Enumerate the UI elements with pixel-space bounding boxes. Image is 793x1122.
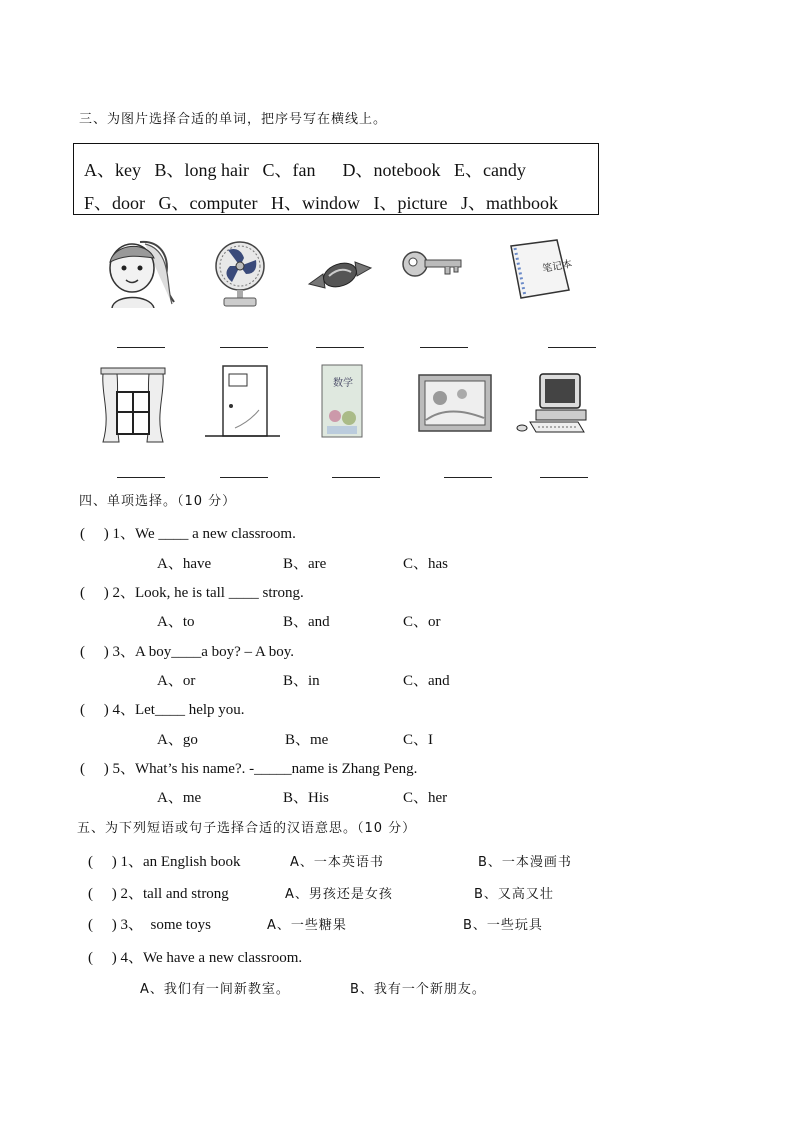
translation-1-option-b[interactable]: B、一本漫画书: [478, 855, 572, 870]
answer-blank-4[interactable]: [420, 347, 468, 348]
question-1-stem: ( ) 1、We ____ a new classroom.: [80, 526, 296, 542]
fan-icon: [210, 240, 270, 308]
girl-long-hair-icon: [100, 236, 175, 308]
question-4-option-b[interactable]: B、me: [285, 732, 329, 748]
computer-icon: [512, 372, 588, 436]
question-3-option-b[interactable]: B、in: [283, 673, 320, 689]
question-3-stem: ( ) 3、A boy____a boy? – A boy.: [80, 644, 295, 660]
translation-2-stem: ( ) 2、tall and strong: [88, 886, 229, 902]
question-1-option-b[interactable]: B、are: [283, 556, 327, 572]
picture-frame-icon: [418, 374, 492, 432]
translation-4-stem: ( ) 4、We have a new classroom.: [88, 950, 303, 966]
question-2-option-c[interactable]: C、or: [403, 614, 441, 630]
answer-blank-6[interactable]: [117, 477, 165, 478]
question-5-stem: ( ) 5、What’s his name?. -_____name is Zhang Peng.: [80, 761, 418, 777]
question-3-option-c[interactable]: C、and: [403, 673, 450, 689]
mathbook-label: 数学: [333, 378, 353, 389]
question-1-option-a[interactable]: A、have: [157, 556, 212, 572]
answer-blank-1[interactable]: [117, 347, 165, 348]
translation-4-option-b[interactable]: B、我有一个新朋友。: [350, 982, 486, 997]
answer-blank-2[interactable]: [220, 347, 268, 348]
section4-heading: 四、单项选择。（10 分）: [79, 494, 237, 509]
translation-2-option-a[interactable]: A、男孩还是女孩: [285, 887, 393, 902]
question-5-option-c[interactable]: C、her: [403, 790, 448, 806]
answer-blank-9[interactable]: [444, 477, 492, 478]
candy-icon: [305, 254, 375, 298]
answer-blank-8[interactable]: [332, 477, 380, 478]
section5-heading: 五、为下列短语或句子选择合适的汉语意思。（10 分）: [77, 821, 417, 836]
question-2-option-b[interactable]: B、and: [283, 614, 330, 630]
translation-3-option-a[interactable]: A、一些糖果: [267, 918, 347, 933]
translation-2-option-b[interactable]: B、又高又壮: [474, 887, 554, 902]
mathbook-icon: [321, 364, 363, 438]
answer-blank-10[interactable]: [540, 477, 588, 478]
word-choice-row-1: A、key B、long hair C、fan D、notebook E、candy: [84, 160, 526, 180]
word-choice-box: [73, 143, 599, 215]
notebook-label: 笔记本: [541, 258, 573, 275]
translation-3-stem: ( ) 3、 some toys: [88, 917, 211, 933]
question-4-option-c[interactable]: C、I: [403, 732, 434, 748]
answer-blank-5[interactable]: [548, 347, 596, 348]
window-icon: [97, 364, 169, 446]
key-icon: [400, 246, 465, 286]
answer-blank-3[interactable]: [316, 347, 364, 348]
question-5-option-a[interactable]: A、me: [157, 790, 202, 806]
question-4-stem: ( ) 4、Let____ help you.: [80, 702, 245, 718]
word-choice-row-2: F、door G、computer H、window I、picture J、mathbook: [84, 193, 558, 213]
door-icon: [205, 364, 280, 440]
question-4-option-a[interactable]: A、go: [157, 732, 198, 748]
translation-3-option-b[interactable]: B、一些玩具: [463, 918, 543, 933]
question-2-stem: ( ) 2、Look, he is tall ____ strong.: [80, 585, 304, 601]
question-5-option-b[interactable]: B、His: [283, 790, 329, 806]
section3-heading: 三、为图片选择合适的单词，把序号写在横线上。: [79, 112, 388, 127]
answer-blank-7[interactable]: [220, 477, 268, 478]
question-2-option-a[interactable]: A、to: [157, 614, 195, 630]
question-1-option-c[interactable]: C、has: [403, 556, 449, 572]
question-3-option-a[interactable]: A、or: [157, 673, 196, 689]
translation-1-option-a[interactable]: A、一本英语书: [290, 855, 384, 870]
notebook-icon: [505, 238, 573, 300]
translation-1-stem: ( ) 1、an English book: [88, 854, 241, 870]
translation-4-option-a[interactable]: A、我们有一间新教室。: [140, 982, 290, 997]
